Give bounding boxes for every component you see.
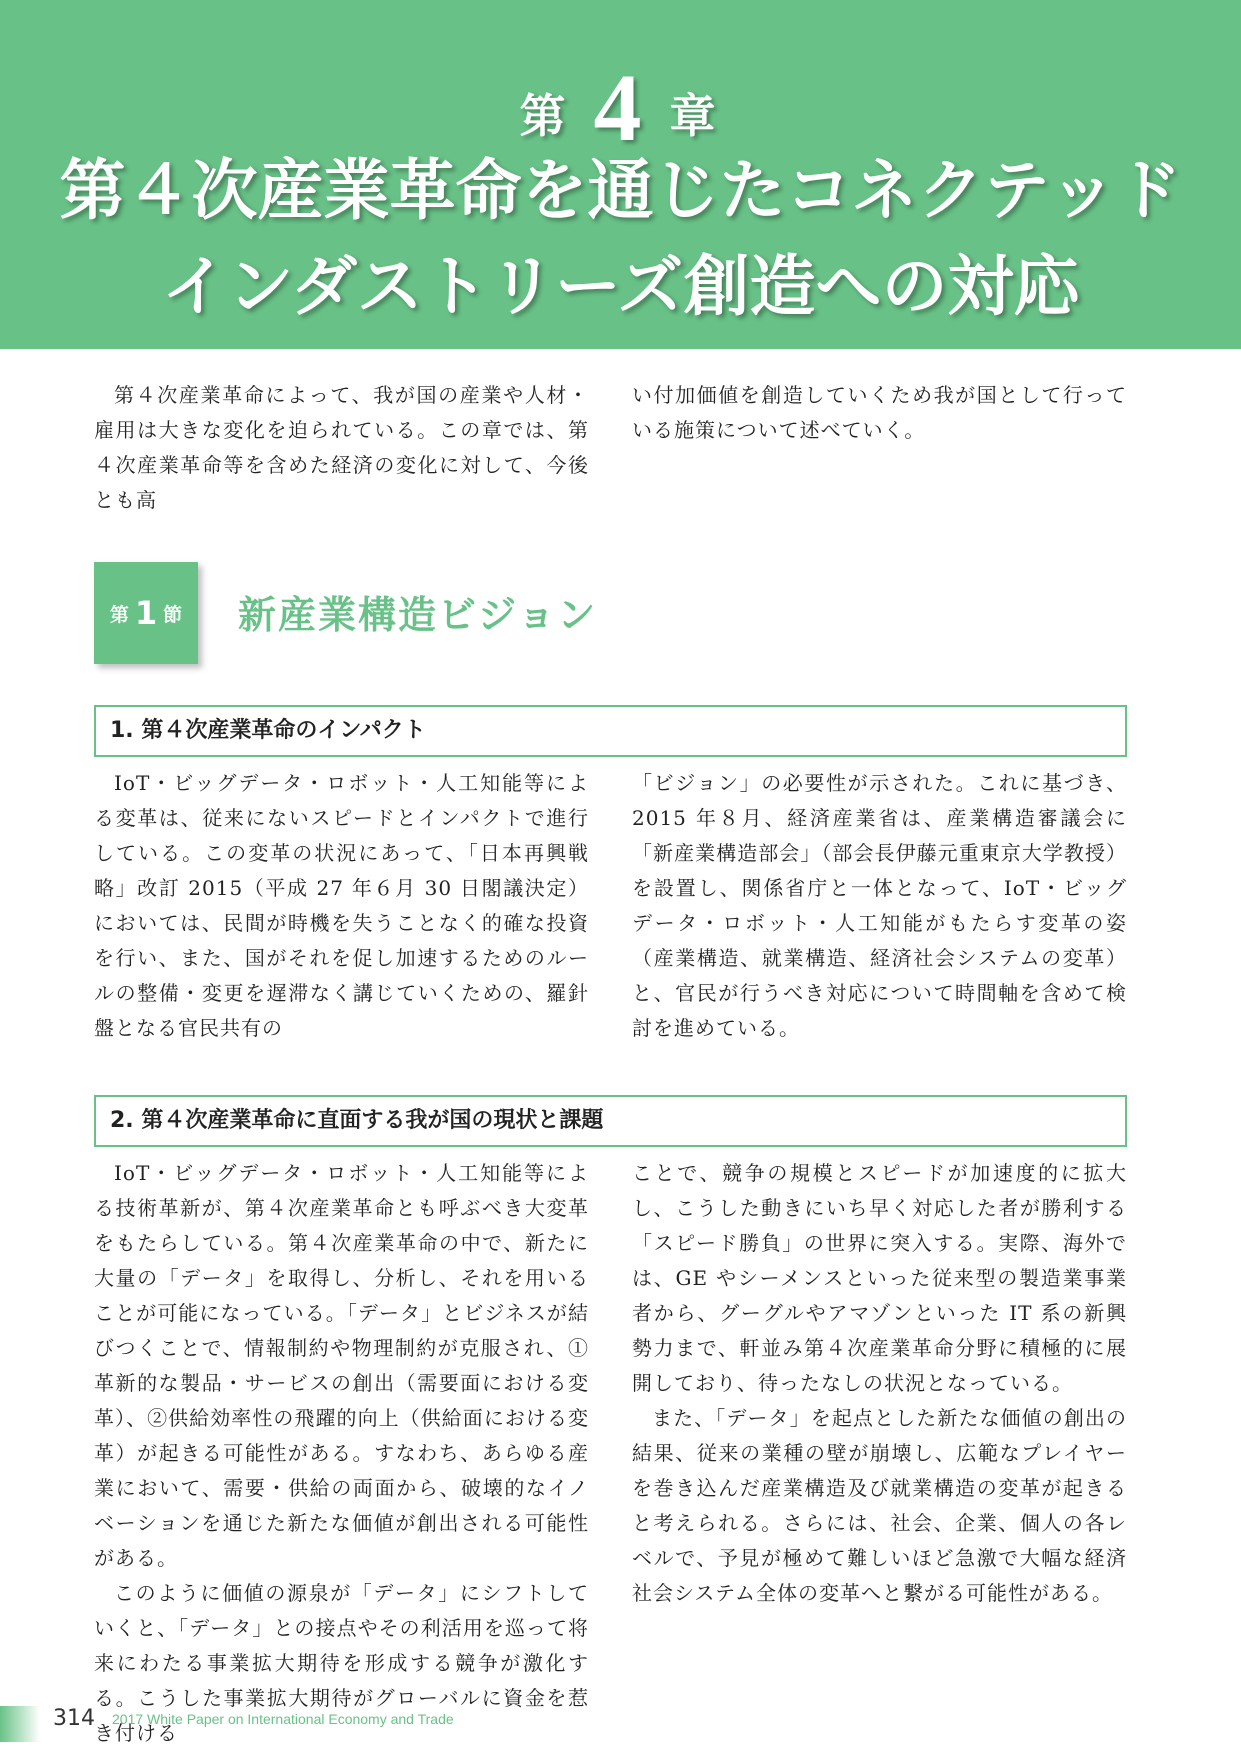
- subsection-1-paragraph-left: IoT・ビッグデータ・ロボット・人工知能等による変革は、従来にないスピードとインパクトで進行している。この変革の状況にあって、「日本再興戦略」改訂 2015（平成 27 年６月 30 日閣議決定）においては、民間が時機を失うことなく的確な投資を行い、また、国がそれを促し加速するためのルールの整備・変更を遅滞なく講じていくための、羅針盤となる官民共有の: [94, 771, 589, 1040]
- subsection-2-paragraph-left-2: このように価値の源泉が「データ」にシフトしていくと、「データ」との接点やその利活用を巡って将来にわたる事業拡大期待を形成する競争が激化する。こうした事業拡大期待がグローバルに資金を惹き付ける: [94, 1581, 589, 1745]
- chapter-title: [0, 142, 1241, 334]
- section-title: 新産業構造ビジョン: [238, 592, 598, 637]
- intro-left-column: [94, 378, 589, 518]
- subsection-2-paragraph-right-1: ことで、競争の規模とスピードが加速度的に拡大し、こうした動きにいち早く対応した者が勝利する「スピード勝負」の世界に突入する。実際、海外では、GE やシーメンスといった従来型の製造業事業者から、グーグルやアマゾンといった IT 系の新興勢力まで、軒並み第４次産業革命分野に積極的に展開しており、待ったなしの状況となっている。: [632, 1161, 1127, 1395]
- subsection-1-heading: 1. 第４次産業革命のインパクト: [94, 705, 1127, 757]
- footer-publication-title: 2017 White Paper on International Economy and Trade: [112, 1711, 454, 1727]
- intro-paragraph-left: 第４次産業革命によって、我が国の産業や人材・雇用は大きな変化を迫られている。この章では、第４次産業革命等を含めた経済の変化に対して、今後とも高: [94, 383, 589, 512]
- subsection-2-right-column: [632, 1156, 1127, 1611]
- section-suffix: 節: [163, 603, 183, 626]
- intro-paragraph-right: い付加価値を創造していくため我が国として行っている施策について述べていく。: [632, 383, 1127, 442]
- page-number: 314: [53, 1706, 95, 1731]
- chapter-title-line1: 第４次産業革命を通じたコネクテッド: [59, 151, 1182, 229]
- footer-accent-bar: [0, 1706, 40, 1742]
- section-number: 1: [134, 594, 158, 632]
- chapter-title-line2: インダストリーズ創造への対応: [161, 247, 1080, 325]
- subsection-2-left-column: [94, 1156, 589, 1751]
- subsection-1-right-column: [632, 766, 1127, 1046]
- subsection-2-paragraph-right-2: また、「データ」を起点とした新たな価値の創出の結果、従来の業種の壁が崩壊し、広範なプレイヤーを巻き込んだ産業構造及び就業構造の変革が起きると考えられる。さらには、社会、企業、個人の各レベルで、予見が極めて難しいほど急激で大幅な経済社会システム全体の変革へと繋がる可能性がある。: [632, 1406, 1127, 1605]
- intro-right-column: [632, 378, 1127, 448]
- subsection-2-paragraph-left-1: IoT・ビッグデータ・ロボット・人工知能等による技術革新が、第４次産業革命とも呼ぶべき大変革をもたらしている。第４次産業革命の中で、新たに大量の「データ」を取得し、分析し、それを用いることが可能になっている。「データ」とビジネスが結びつくことで、情報制約や物理制約が克服され、①革新的な製品・サービスの創出（需要面における変革）、②供給効率性の飛躍的向上（供給面における変革）が起きる可能性がある。すなわち、あらゆる産業において、需要・供給の両面から、破壊的なイノベーションを通じた新たな価値が創出される可能性がある。: [94, 1161, 589, 1570]
- chapter-number: 4: [593, 54, 648, 161]
- chapter-header: [0, 0, 1241, 349]
- section-prefix: 第: [109, 603, 129, 626]
- section-badge: [94, 562, 198, 664]
- chapter-prefix: 第: [519, 89, 572, 143]
- subsection-1-left-column: [94, 766, 589, 1046]
- subsection-2-heading: 2. 第４次産業革命に直面する我が国の現状と課題: [94, 1095, 1127, 1147]
- chapter-suffix: 章: [669, 89, 722, 143]
- subsection-1-paragraph-right: 「ビジョン」の必要性が示された。これに基づき、2015 年８月、経済産業省は、産業構造審議会に「新産業構造部会」（部会長伊藤元重東京大学教授）を設置し、関係省庁と一体となって、IoT・ビッグデータ・ロボット・人工知能がもたらす変革の姿（産業構造、就業構造、経済社会システムの変革）と、官民が行うべき対応について時間軸を含めて検討を進めている。: [632, 771, 1127, 1040]
